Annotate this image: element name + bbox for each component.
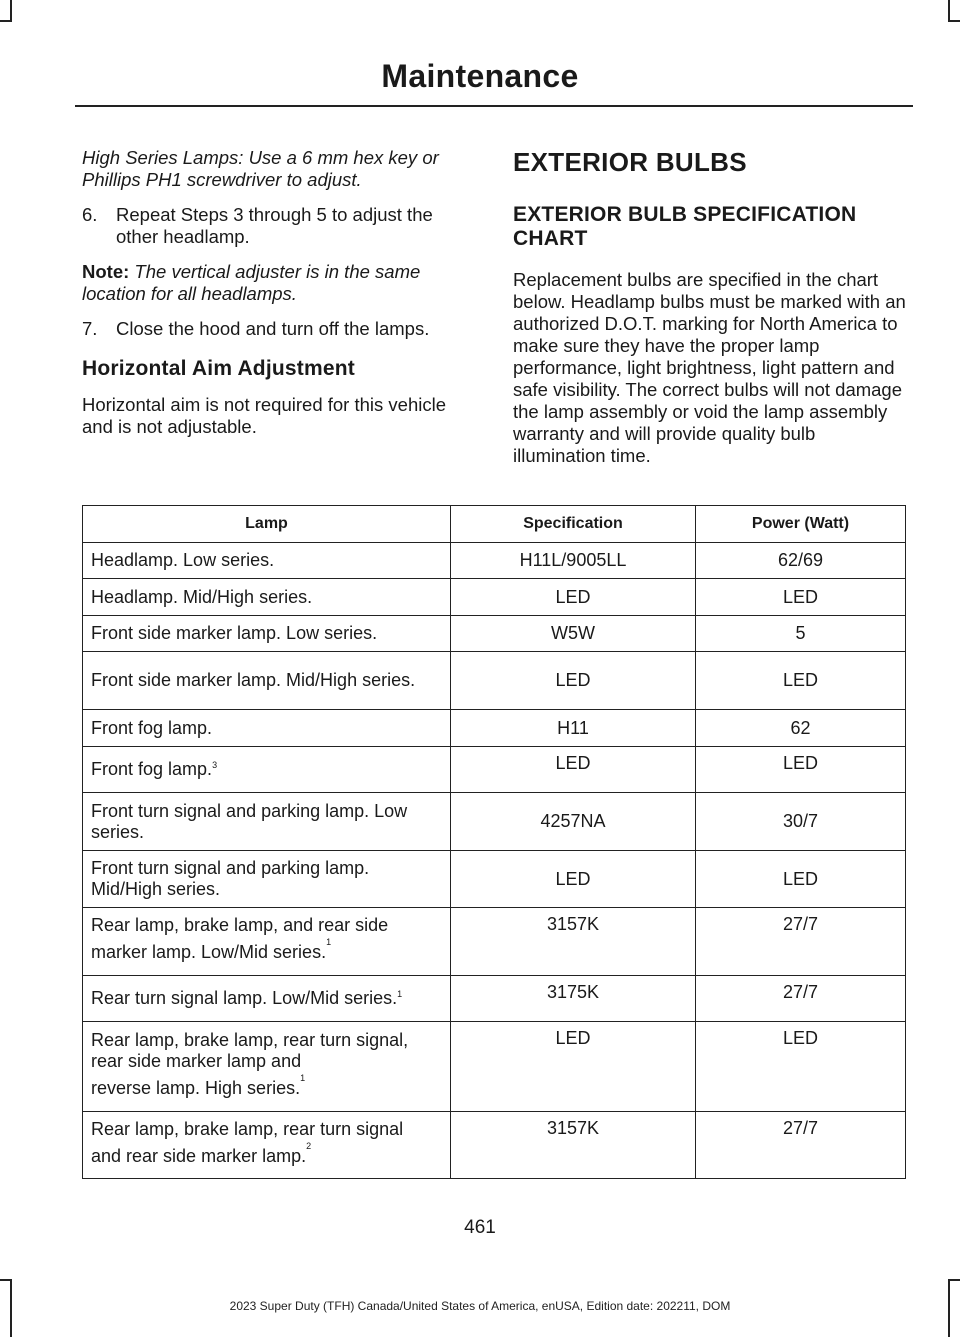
power-cell: 5 <box>696 616 906 652</box>
bulb-paragraph: Replacement bulbs are specified in the chart below. Headlamp bulbs must be marked with an authorized D.O.T. marking for North America to make sure they have the proper lamp performance, light brightness, light pattern and safe visibility. The correct bulbs will not damage the lamp assembly or void the lamp assembly warranty and will provide quality bulb illumination time. <box>513 269 906 466</box>
note-label: Note: <box>82 261 130 282</box>
power-cell: LED <box>696 747 906 793</box>
table-row <box>83 616 906 652</box>
spec-cell: H11 <box>451 710 696 747</box>
lamp-cell: Front fog lamp. <box>83 710 451 747</box>
lamp-text: Rear lamp, brake lamp, rear turn signal, rear side marker lamp and <box>91 1029 409 1071</box>
lamp-cell <box>83 908 451 976</box>
power-cell: 62 <box>696 710 906 747</box>
step-number: 7. <box>82 318 98 339</box>
step-text: Repeat Steps 3 through 5 to adjust the other headlamp. <box>116 204 433 247</box>
column-header-lamp: Lamp <box>83 506 451 543</box>
bulb-specification-table <box>82 505 906 1179</box>
crop-mark <box>948 0 950 22</box>
lamp-cell: Headlamp. Mid/High series. <box>83 579 451 616</box>
power-cell: LED <box>696 579 906 616</box>
lamp-cell: Front turn signal and parking lamp. Low series. <box>83 793 451 851</box>
crop-mark <box>10 0 12 22</box>
spec-cell: LED <box>451 652 696 710</box>
spec-cell: 3157K <box>451 1112 696 1179</box>
power-cell: 62/69 <box>696 543 906 579</box>
lamp-text: Rear lamp, brake lamp, rear turn signal <box>91 1118 404 1139</box>
lamp-cell <box>83 747 451 793</box>
spec-cell: W5W <box>451 616 696 652</box>
power-cell: LED <box>696 652 906 710</box>
spec-cell: H11L/9005LL <box>451 543 696 579</box>
lamp-text: Rear turn signal lamp. Low/Mid series. <box>91 988 398 1008</box>
footnote-marker: 1 <box>397 989 403 999</box>
crop-mark <box>0 20 12 22</box>
section-subheading: Horizontal Aim Adjustment <box>82 357 355 380</box>
spec-cell: LED <box>451 851 696 908</box>
lamp-text: marker lamp. Low/Mid series. <box>91 942 327 962</box>
power-cell: LED <box>696 1022 906 1112</box>
power-cell: LED <box>696 851 906 908</box>
note <box>82 261 478 305</box>
lamp-text: Rear lamp, brake lamp, and rear side <box>91 915 389 935</box>
footer-text: 2023 Super Duty (TFH) Canada/United States of America, enUSA, Edition date: 202211, DOM <box>229 1299 731 1313</box>
left-column <box>82 147 478 451</box>
footnote-marker: 1 <box>300 1072 306 1083</box>
lamp-cell <box>83 1112 451 1179</box>
table-row <box>83 793 906 851</box>
power-cell: 27/7 <box>696 908 906 976</box>
table-row <box>83 1112 906 1179</box>
table-row <box>83 851 906 908</box>
table-row <box>83 976 906 1022</box>
table-row <box>83 908 906 976</box>
lamp-cell: Front turn signal and parking lamp. Mid/High series. <box>83 851 451 908</box>
footnote-marker: 2 <box>306 1140 312 1151</box>
lamp-text: Front fog lamp. <box>91 759 213 779</box>
intro-text: High Series Lamps: Use a 6 mm hex key or Phillips PH1 screwdriver to adjust. <box>82 147 439 190</box>
spec-cell: LED <box>451 1022 696 1112</box>
table-row <box>83 579 906 616</box>
lamp-cell: Front side marker lamp. Low series. <box>83 616 451 652</box>
crop-mark <box>948 20 960 22</box>
note-text: The vertical adjuster is in the same location for all headlamps. <box>82 261 421 304</box>
lamp-cell <box>83 976 451 1022</box>
horizontal-aim-text: Horizontal aim is not required for this vehicle and is not adjustable. <box>82 394 446 437</box>
chart-heading: EXTERIOR BULB SPECIFICATION CHART <box>513 203 857 250</box>
lamp-cell <box>83 1022 451 1112</box>
lamp-cell: Headlamp. Low series. <box>83 543 451 579</box>
table-header-row <box>83 506 906 543</box>
step-number: 6. <box>82 204 98 225</box>
spec-cell: 4257NA <box>451 793 696 851</box>
header-divider <box>75 105 913 107</box>
lamp-text: and rear side marker lamp. <box>91 1145 307 1166</box>
column-header-specification: Specification <box>451 506 696 543</box>
step-text: Close the hood and turn off the lamps. <box>116 318 430 339</box>
footnote-marker: 1 <box>326 937 332 947</box>
spec-cell: 3175K <box>451 976 696 1022</box>
footnote-marker: 3 <box>212 760 218 770</box>
power-cell: 30/7 <box>696 793 906 851</box>
table-row <box>83 747 906 793</box>
lamp-cell: Front side marker lamp. Mid/High series. <box>83 652 451 710</box>
page-title: Maintenance <box>381 58 579 94</box>
column-header-power: Power (Watt) <box>696 506 906 543</box>
table-row <box>83 543 906 579</box>
step-6 <box>82 204 478 248</box>
table-row <box>83 1022 906 1112</box>
spec-cell: 3157K <box>451 908 696 976</box>
section-heading: EXTERIOR BULBS <box>513 147 747 177</box>
power-cell: 27/7 <box>696 1112 906 1179</box>
page-number: 461 <box>464 1217 496 1238</box>
spec-cell: LED <box>451 579 696 616</box>
lamp-text: reverse lamp. High series. <box>91 1077 301 1098</box>
power-cell: 27/7 <box>696 976 906 1022</box>
table-row <box>83 710 906 747</box>
right-column <box>513 147 909 480</box>
table-row <box>83 652 906 710</box>
step-7 <box>82 318 478 340</box>
spec-cell: LED <box>451 747 696 793</box>
